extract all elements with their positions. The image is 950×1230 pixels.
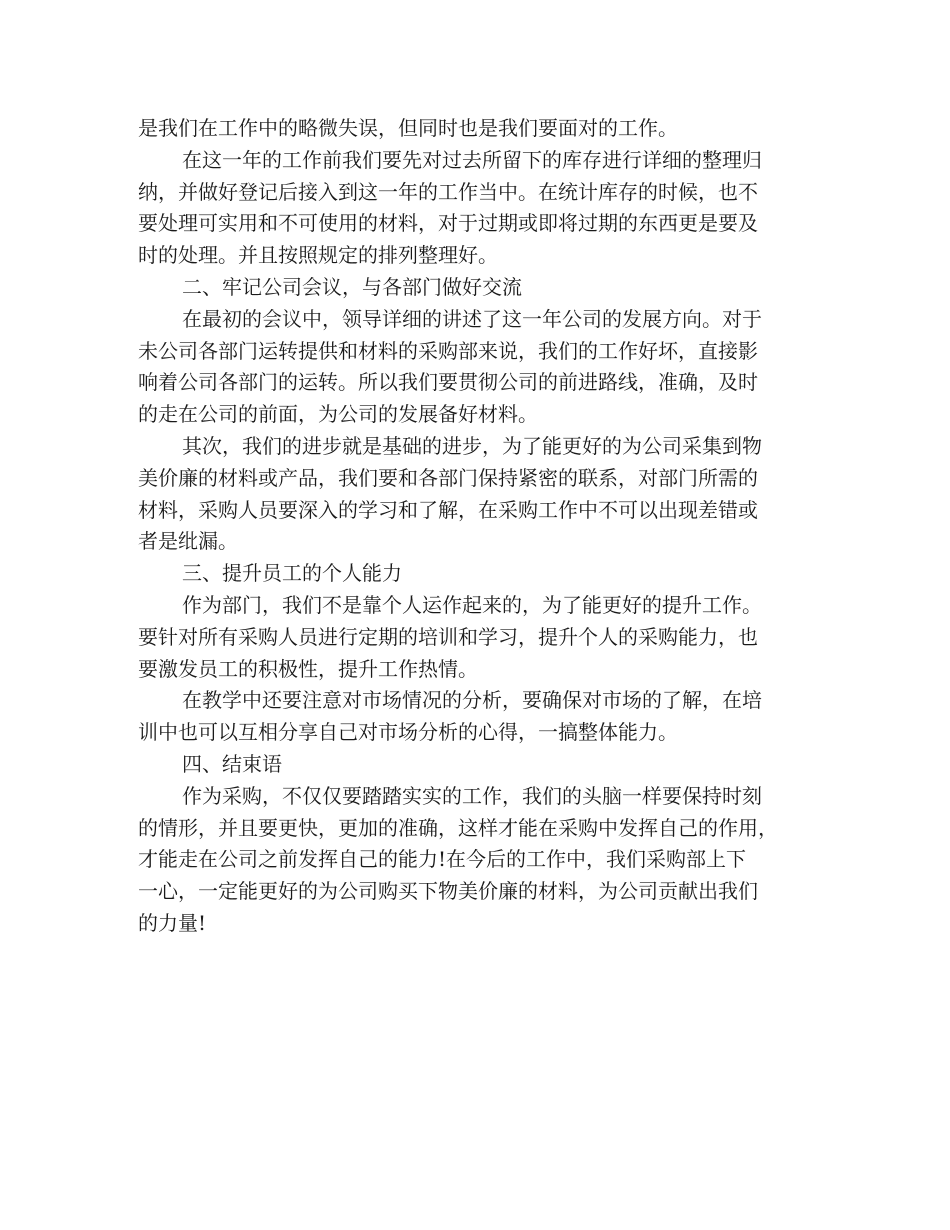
text-line: 要激发员工的积极性，提升工作热情。 [138,656,478,681]
text-line: 是我们在工作中的略微失误，但同时也是我们要面对的工作。 [138,116,678,140]
text-line: 材料，采购人员要深入的学习和了解，在采购工作中不可以出现差错或 [138,497,758,522]
text-line: 其次，我们的进步就是基础的进步，为了能更好的为公司采集到物 [182,433,762,458]
text-line: 才能走在公司之前发挥自己的能力!在今后的工作中，我们采购部上下 [138,847,747,872]
text-line: 的力量! [138,910,207,935]
text-line: 训中也可以互相分享自己对市场分析的心得，一搞整体能力。 [138,720,678,745]
text-line: 作为采购，不仅仅要踏踏实实的工作，我们的头脑一样要保持时刻 [182,783,762,808]
text-line: 作为部门，我们不是靠个人运作起来的，为了能更好的提升工作。 [182,592,762,617]
text-line: 时的处理。并且按照规定的排列整理好。 [138,243,498,268]
text-line: 在这一年的工作前我们要先对过去所留下的库存进行详细的整理归 [182,147,762,172]
section-heading: 二、牢记公司会议，与各部门做好交流 [182,274,522,299]
document-body [138,113,818,940]
text-line: 的情形，并且要更快，更加的准确，这样才能在采购中发挥自己的作用， [138,815,778,840]
section-heading: 四、结束语 [182,751,282,776]
text-line: 在教学中还要注意对市场情况的分析，要确保对市场的了解，在培 [182,688,762,713]
section-heading: 三、提升员工的个人能力 [182,561,402,586]
text-line: 美价廉的材料或产品，我们要和各部门保持紧密的联系，对部门所需的 [138,465,758,490]
text-line: 一心，一定能更好的为公司购买下物美价廉的材料，为公司贡献出我们 [138,879,758,904]
text-line: 纳，并做好登记后接入到这一年的工作当中。在统计库存的时候，也不 [138,179,758,204]
text-line: 要处理可实用和不可使用的材料，对于过期或即将过期的东西更是要及 [138,211,758,236]
text-line: 者是纰漏。 [138,529,238,554]
text-line: 的走在公司的前面，为公司的发展备好材料。 [138,402,538,427]
text-line: 响着公司各部门的运转。所以我们要贯彻公司的前进路线，准确，及时 [138,370,758,395]
text-line: 在最初的会议中，领导详细的讲述了这一年公司的发展方向。对于 [182,306,762,331]
text-line: 要针对所有采购人员进行定期的培训和学习，提升个人的采购能力，也 [138,624,758,649]
text-line: 未公司各部门运转提供和材料的采购部来说，我们的工作好坏，直接影 [138,338,758,363]
